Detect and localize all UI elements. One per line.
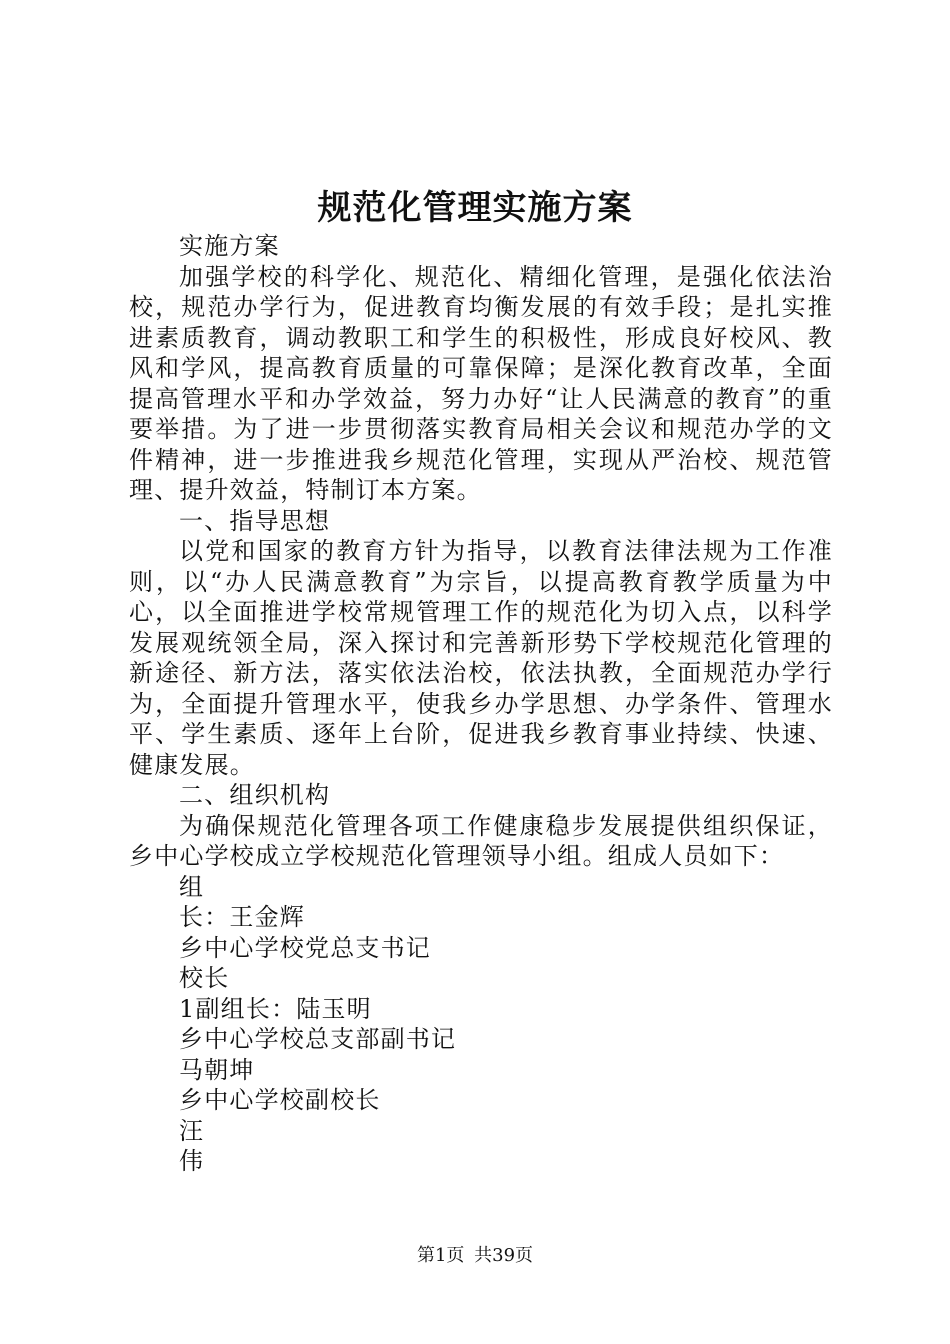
page-footer <box>0 1244 950 1268</box>
member-line: 组 <box>179 872 205 901</box>
member-line: 校长 <box>179 964 230 992</box>
paragraph-guiding-ideology: 以党和国家的教育方针为指导，以教育法律法规为工作准则，以“办人民满意教育”为宗旨，以提高教育教学质量为中心，以全面推进学校常规管理工作的规范化为切入点，以科学发展观统领全局，深入探讨和完善新形势下学校规范化管理的新途径、新方法，落实依法治校，依法执教，全面规范办学行为，全面提升管理水平，使我乡办学思想、办学条件、管理水平、学生素质、逐年上台阶，促进我乡教育事业持续、快速、健康发展。 <box>129 537 833 779</box>
member-line: 汪 <box>179 1116 205 1145</box>
section-heading-guiding-ideology: 一、指导思想 <box>179 506 331 535</box>
paragraph-intro-heading: 实施方案 <box>179 232 280 260</box>
member-line: 1副组长：陆玉明 <box>179 994 372 1023</box>
document-title: 规范化管理实施方案 <box>317 188 633 228</box>
section-heading-organization: 二、组织机构 <box>179 781 331 809</box>
page-number: 第1页 <box>416 1245 465 1266</box>
document-body <box>129 231 833 1177</box>
member-line: 长：王金辉 <box>179 903 305 931</box>
paragraph-organization: 为确保规范化管理各项工作健康稳步发展提供组织保证，乡中心学校成立学校规范化管理领导小组。组成人员如下： <box>129 811 833 870</box>
member-line: 乡中心学校副校长 <box>179 1086 381 1114</box>
member-line: 伟 <box>179 1147 205 1175</box>
member-line: 乡中心学校总支部副书记 <box>179 1025 457 1053</box>
total-pages: 共39页 <box>474 1245 534 1266</box>
member-line: 乡中心学校党总支书记 <box>179 933 431 962</box>
paragraph-intro: 加强学校的科学化、规范化、精细化管理，是强化依法治校，规范办学行为，促进教育均衡发展的有效手段；是扎实推进素质教育，调动教职工和学生的积极性，形成良好校风、教风和学风，提高教育质量的可靠保障；是深化教育改革，全面提高管理水平和办学效益，努力办好“让人民满意的教育”的重要举措。为了进一步贯彻落实教育局相关会议和规范办学的文件精神，进一步推进我乡规范化管理，实现从严治校、规范管理、提升效益，特制订本方案。 <box>129 262 833 504</box>
member-line: 马朝坤 <box>179 1055 255 1084</box>
